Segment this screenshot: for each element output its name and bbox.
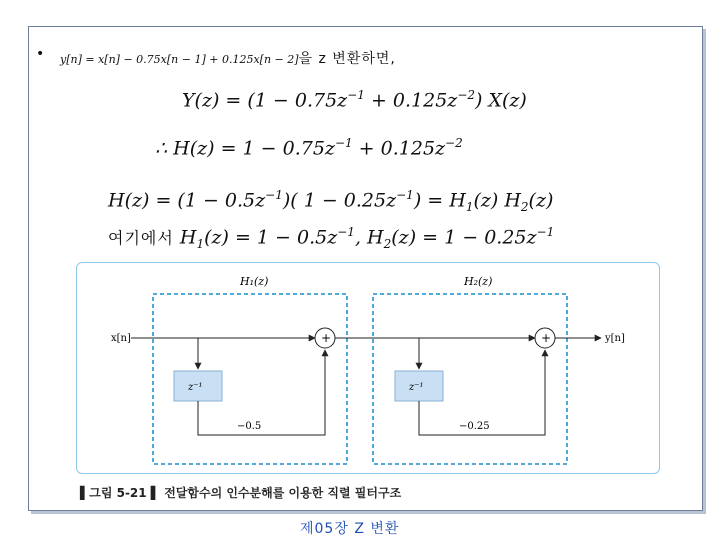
eq-factor-b: )( 1 − 0.25z [282, 189, 397, 212]
where-h1-b: (z) = 1 − 0.5z [204, 226, 338, 249]
block-diagram-svg [77, 263, 659, 473]
gain-2: −0.25 [459, 421, 490, 432]
delay-1-label: z⁻¹ [188, 382, 203, 393]
where-h2-exp: −1 [536, 225, 555, 239]
eq-factor-sub2: 2 [520, 200, 529, 215]
input-label: x[n] [111, 333, 131, 344]
h1-label: H₁(z) [240, 275, 269, 288]
eq-y-left: Y(z) = (1 − 0.75z [182, 89, 348, 112]
output-label: y[n] [605, 333, 625, 344]
eq-factor-d: (z) H [473, 189, 521, 212]
ztransform-equation [182, 88, 527, 111]
cascade-block-diagram [76, 262, 660, 474]
chapter-footer: 제05장 Z 변환 [300, 521, 400, 537]
eq-y-exp1: −1 [347, 88, 365, 102]
difference-equation-line [60, 48, 396, 68]
eq-factor-e: (z) [528, 189, 554, 212]
gain-1: −0.5 [237, 421, 262, 432]
eq-y-exp2: −2 [457, 88, 476, 102]
where-label: 여기에서 [108, 228, 174, 248]
transfer-function-equation [155, 136, 463, 159]
adder-1-symbol: + [321, 331, 332, 345]
h2-label: H₂(z) [464, 275, 493, 288]
difference-equation: y[n] = x[n] − 0.75x[n − 1] + 0.125x[n − 2] [60, 53, 299, 66]
where-h2-b: (z) = 1 − 0.25z [391, 226, 537, 249]
where-h2-a: H [367, 226, 384, 249]
eq-y-mid: + 0.125z [364, 89, 458, 112]
where-h2-sub: 2 [383, 237, 392, 252]
eq-factor-sub1: 1 [465, 200, 474, 215]
figure-caption: ▌그림 5-21 ▌ 전달함수의 인수분해를 이용한 직렬 필터구조 [80, 486, 402, 500]
eq-factor-exp2: −1 [396, 188, 414, 202]
where-h1-a: H [179, 226, 197, 249]
eq-y-right: ) X(z) [475, 89, 527, 112]
eq-factor-c: ) = H [413, 189, 466, 212]
where-comma: , [354, 226, 361, 249]
eq-h-exp2: −2 [445, 136, 463, 150]
where-h1-exp: −1 [337, 225, 355, 239]
eq-h-mid: + 0.125z [352, 137, 446, 160]
bullet-marker: • [36, 46, 45, 62]
eq-h-left: ∴ H(z) = 1 − 0.75z [155, 137, 335, 160]
factored-equation [108, 188, 553, 214]
adder-2-symbol: + [541, 331, 552, 345]
eq-h-exp1: −1 [334, 136, 353, 150]
eq-factor-exp1: −1 [265, 188, 283, 202]
eq-factor-a: H(z) = (1 − 0.5z [108, 189, 266, 212]
difference-equation-text: 을 z 변환하면, [298, 51, 396, 67]
delay-2-label: z⁻¹ [409, 382, 424, 393]
where-equation [108, 225, 554, 251]
where-h1-sub: 1 [196, 237, 205, 252]
